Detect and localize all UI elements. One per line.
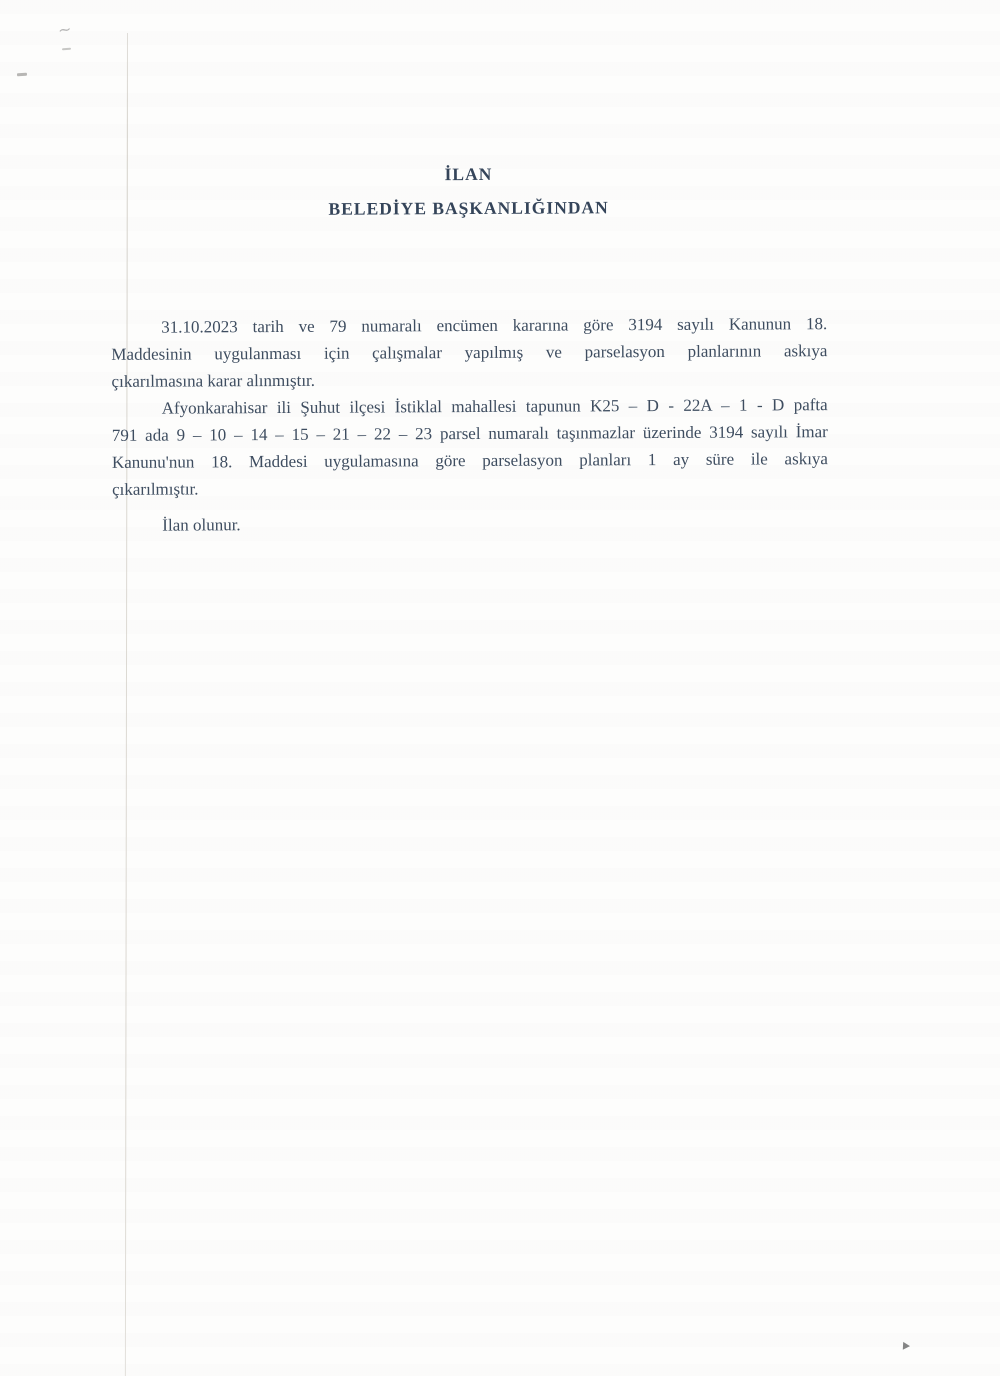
paragraph-line: Afyonkarahisar ili Şuhut ilçesi İstiklal mahallesi tapunun K25 – D - 22A – 1 - D pafta: [161, 395, 828, 418]
closing-line: İlan olunur.: [162, 515, 241, 535]
paragraph-line: çıkarılmasına karar alınmıştır.: [111, 370, 316, 391]
scan-artifact-speck: [903, 1342, 910, 1350]
title-line-ilan: İLAN: [444, 163, 493, 185]
paragraph-line: 31.10.2023 tarih ve 79 numaralı encümen kararına göre 3194 sayılı Kanunun 18.: [161, 314, 828, 337]
paragraph-line: Kanunu'nun 18. Maddesi uygulamasına göre parselasyon planları 1 ay süre ile askıya: [111, 449, 828, 472]
paragraph-line: Maddesinin uygulanması için çalışmalar yapılmış ve parselasyon planlarının askıya: [111, 341, 828, 364]
paragraph-line: çıkarılmıştır.: [112, 479, 199, 499]
document-body: [110, 0, 829, 539]
paragraph-2: [112, 391, 829, 503]
paragraph-1: [111, 310, 827, 395]
scan-artifact-dash: [62, 48, 71, 51]
scan-artifact-squiggle: ~: [56, 19, 73, 40]
paragraph-line: 791 ada 9 – 10 – 14 – 15 – 21 – 22 – 23 parsel numaralı taşınmazlar üzerinde 3194 sayılı İmar: [111, 422, 828, 445]
title-line-belediye: BELEDİYE BAŞKANLIĞINDAN: [328, 197, 609, 219]
scan-artifact-dash: [17, 73, 27, 77]
document-title-block: [110, 155, 826, 227]
